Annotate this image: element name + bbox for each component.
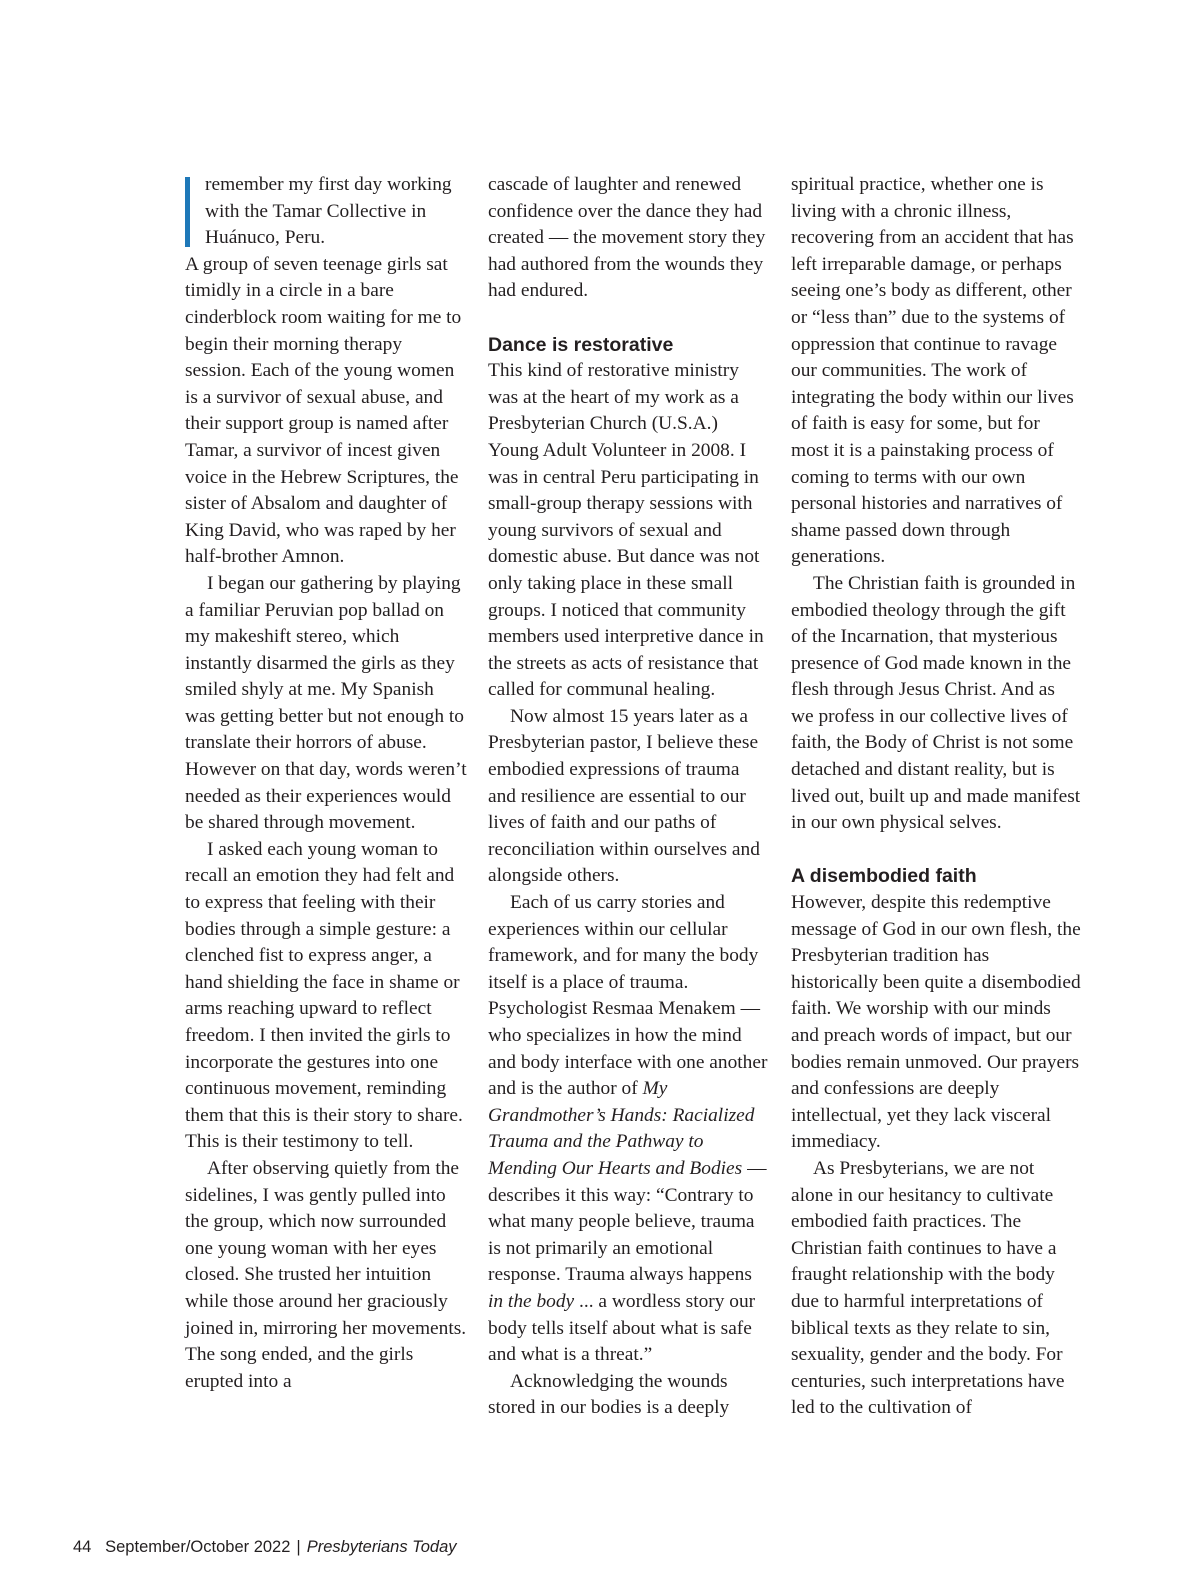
paragraph: However, despite this redemptive message of God in our own flesh, the Presbyterian tradition has historically been quite a disembodied faith. We worship with our minds and preach words of impact, but our bodies remain unmoved. Our prayers and confessions are deeply intellectual, yet they lack visceral immediacy. [791,892,1081,1153]
text-run: ... a wordless story our body tells itself about what is safe and what is a threat.” [488,1290,756,1366]
issue-date: September/October 2022 [105,1538,291,1556]
paragraph: A group of seven teenage girls sat timidly in a circle in a bare cinderblock room waiting for me to begin their morning therapy session. Each of the young women is a survivor of sexual abuse, and their support group is named after Tamar, a survivor of incest given voice in the Hebrew Scriptures, the sister of Absalom and daughter of King David, who was raped by her half-brother Amnon. [185,253,462,568]
paragraph: cascade of laughter and renewed confidence over the dance they had created — the movement story they had authored from the wounds they had endured. [488,174,766,302]
footer-separator: | [296,1538,301,1556]
section-heading: Dance is restorative [488,333,674,356]
drop-cap-block [185,172,467,252]
drop-cap-letter [185,177,190,247]
paragraph: I asked each young woman to recall an emotion they had felt and to express that feeling with their bodies through a simple gesture: a clenched fist to express anger, a hand shielding the face in shame or arms reaching upward to reflect freedom. I then invited the girls to incorporate the gestures into one continuous movement, reminding them that this is their story to share. This is their testimony to tell. [185,838,463,1153]
text-run: — describes it this way: “Contrary to what many people believe, trauma is not primarily an emotional response. Trauma always happens [488,1157,767,1286]
emphasis: in the body [488,1290,575,1312]
paragraph: spiritual practice, whether one is living with a chronic illness, recovering from an accident that has left irreparable damage, or perhaps seeing one’s body as different, other or “less than” due to the systems of oppression that continue to ravage our communities. The work of integrating the body within our lives of faith is easy for some, but for most it is a painstaking process of coming to terms with our own personal histories and narratives of shame passed down through generations. [791,174,1074,568]
article-column-2 [488,172,770,1422]
opening-lines: remember my first day working with the Tamar Collective in Huánuco, Peru. [205,174,452,249]
paragraph: This kind of restorative ministry was at the heart of my work as a Presbyterian Church (U.S.A.) Young Adult Volunteer in 2008. I was in central Peru participating in small-group therapy sessions with young survivors of sexual and domestic abuse. But dance was not only taking place in these small groups. I noticed that community members used interpretive dance in the streets as acts of resistance that called for communal healing. [488,360,764,701]
paragraph: As Presbyterians, we are not alone in our hesitancy to cultivate embodied faith practices. The Christian faith continues to have a fraught relationship with the body due to harmful interpretations of biblical texts as they relate to sin, sexuality, gender and the body. For centuries, such interpretations have led to the cultivation of [791,1157,1065,1419]
book-title: My Grandmother’s Hands: Racialized Trauma and the Pathway to Mending Our Hearts and Bodies [488,1078,755,1179]
paragraph: Acknowledging the wounds stored in our bodies is a deeply [488,1370,730,1419]
paragraph [488,890,770,1369]
page-footer [73,1538,457,1557]
article-column-3 [791,172,1081,1422]
publication-name: Presbyterians Today [306,1538,457,1556]
page-number: 44 [73,1538,92,1556]
text-run: Each of us carry stories and experiences within our cellular framework, and for many the body itself is a place of trauma. Psychologist Resmaa Menakem — who specializes in how the mind and body interface with one another and is the author of [488,892,768,1100]
paragraph: I began our gathering by playing a familiar Peruvian pop ballad on my makeshift stereo, which instantly disarmed the girls as they smiled shyly at me. My Spanish was getting better but not enough to translate their horrors of abuse. However on that day, words weren’t needed as their experiences would be shared through movement. [185,572,467,834]
article-column-1 [185,172,467,1395]
section-heading: A disembodied faith [791,865,977,888]
paragraph: After observing quietly from the sidelines, I was gently pulled into the group, which now surrounded one young woman with her eyes closed. She trusted her intuition while those around her graciously joined in, mirroring her movements. The song ended, and the girls erupted into a [185,1157,467,1392]
paragraph: Now almost 15 years later as a Presbyterian pastor, I believe these embodied expressions of trauma and resilience are essential to our lives of faith and our paths of reconciliation within ourselves and alongside others. [488,705,760,887]
paragraph: The Christian faith is grounded in embodied theology through the gift of the Incarnation, that mysterious presence of God made known in the flesh through Jesus Christ. And as we profess in our collective lives of faith, the Body of Christ is not some detached and distant reality, but is lived out, built up and made manifest in our own physical selves. [791,572,1081,834]
